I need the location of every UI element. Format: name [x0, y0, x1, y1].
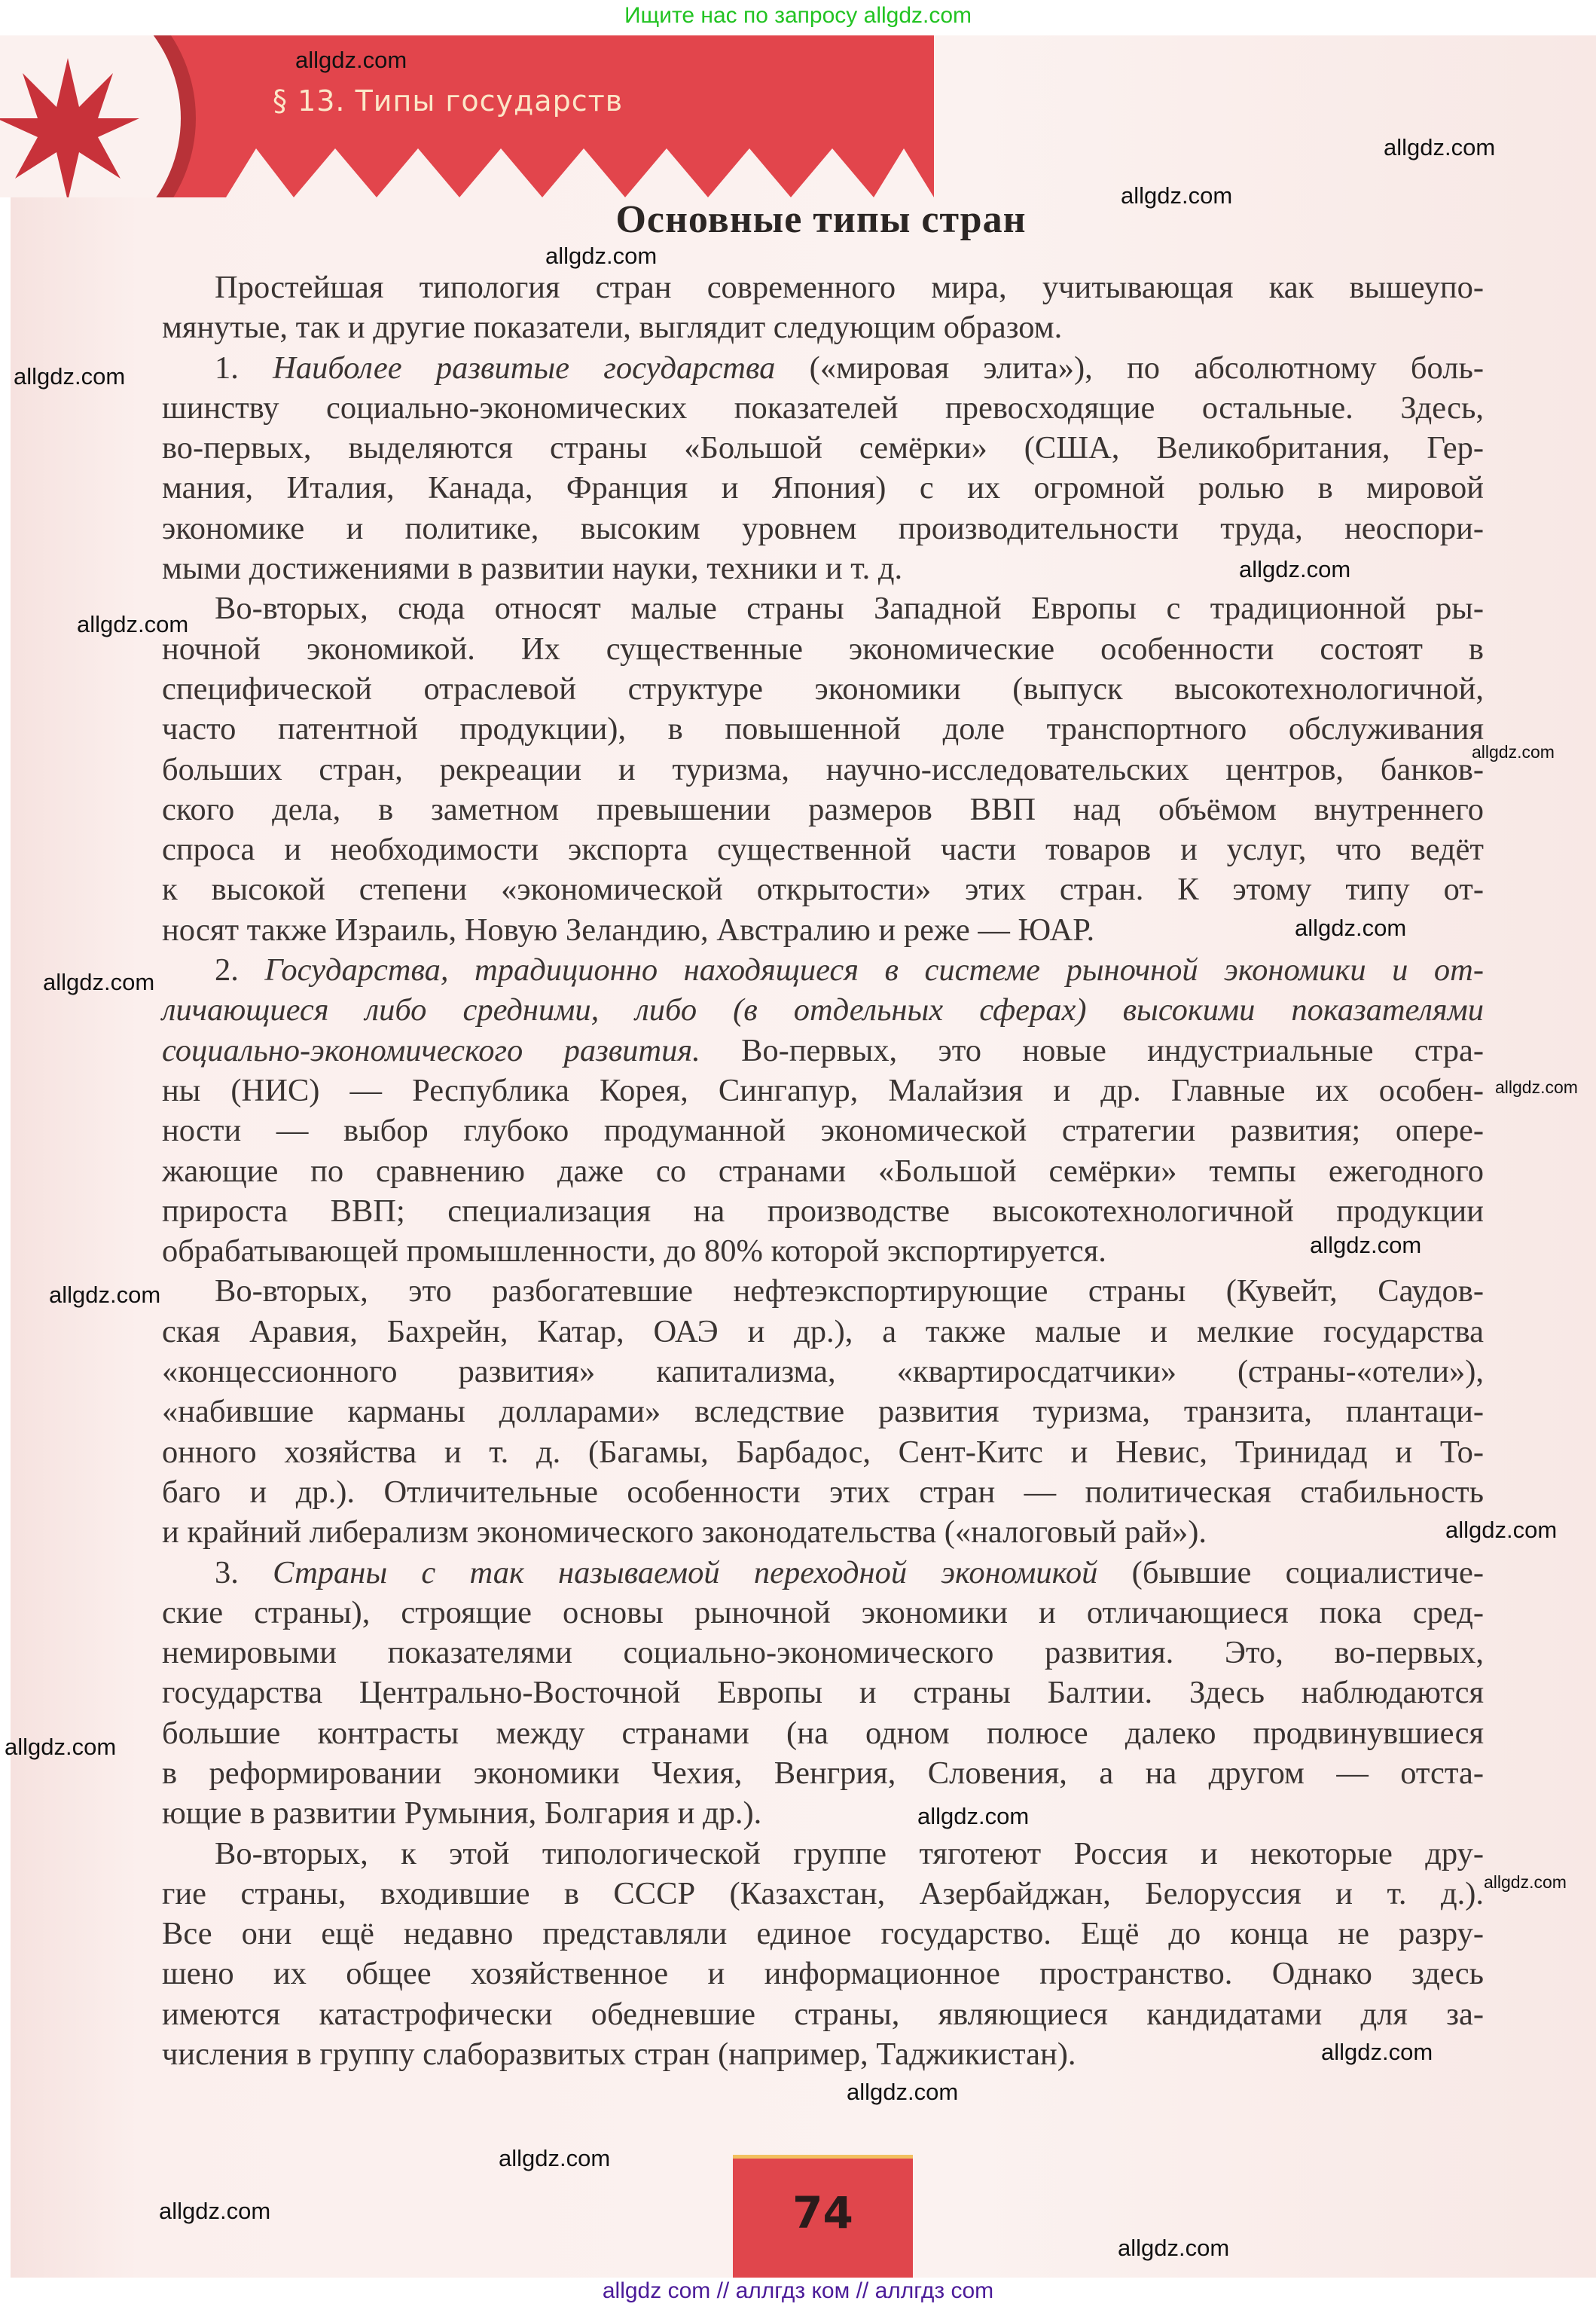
text-line — [162, 750, 1484, 790]
text-line — [162, 1151, 1484, 1191]
text-segment: больших стран, рекреации и туризма, научно-исследовательских центров, банков- — [162, 751, 1484, 787]
italic-text: Государства, традиционно находящиеся в системе рыночной экономики и от- — [264, 952, 1484, 988]
text-line — [162, 790, 1484, 830]
section-title: § 13. Типы государств — [273, 84, 624, 118]
text-segment: к высокой степени «экономической открытости» этих стран. К этому типу от- — [162, 872, 1484, 908]
bottom-notice: allgdz com // аллгдз ком // аллгдз com — [602, 2278, 994, 2303]
top-notice: Ищите нас по запросу allgdz.com — [624, 3, 972, 28]
italic-text: личающиеся либо средними, либо (в отдельных сферах) высокими показателями — [162, 992, 1484, 1028]
text-line — [162, 1031, 1484, 1071]
watermark: allgdz.com — [1484, 1872, 1567, 1892]
text-segment: ности — выбор глубоко продуманной экономической стратегии развития; опере- — [162, 1113, 1484, 1149]
watermark: allgdz.com — [499, 2145, 611, 2171]
page-heading: Основные типы стран — [615, 198, 1027, 241]
text-segment: жающие по сравнению даже со странами «Большой семёрки» темпы ежегодного — [162, 1153, 1484, 1189]
text-segment: ны (НИС) — Республика Корея, Сингапур, Малайзия и др. Главные их особен- — [162, 1072, 1484, 1108]
watermark: allgdz.com — [77, 611, 189, 637]
text-line — [162, 1834, 1484, 1874]
text-segment: («мировая элита»), по абсолютному боль- — [775, 350, 1484, 386]
text-line — [162, 709, 1484, 749]
text-line — [162, 588, 1484, 628]
italic-text: Страны с так называемой переходной экономикой — [273, 1554, 1098, 1590]
text-line — [162, 1312, 1484, 1352]
text-segment: экономике и политике, высоким уровнем производительности труда, неоспори- — [162, 510, 1484, 546]
text-line — [162, 1713, 1484, 1753]
watermark: allgdz.com — [1295, 915, 1407, 941]
text-segment: числения в группу слаборазвитых стран (например, Таджикистан). — [162, 2036, 1076, 2073]
text-line — [162, 1352, 1484, 1392]
text-segment: Все они ещё недавно представляли единое государство. Ещё до конца не разру- — [162, 1916, 1484, 1952]
text-line — [162, 830, 1484, 869]
text-segment: 1. — [215, 350, 273, 386]
text-segment: (бывшие социалистиче- — [1097, 1554, 1484, 1590]
text-segment: во-первых, выделяются страны «Большой семёрки» (США, Великобритания, Гер- — [162, 430, 1484, 466]
text-segment: Во-вторых, сюда относят малые страны Западной Европы с традиционной ры- — [215, 591, 1484, 627]
watermark: allgdz.com — [1384, 134, 1496, 160]
watermark: allgdz.com — [1118, 2235, 1230, 2261]
text-line — [162, 1793, 1484, 1833]
text-segment: немировыми показателями социально-экономического развития. Это, во-первых, — [162, 1635, 1484, 1671]
text-segment: ночной экономикой. Их существенные экономические особенности состоят в — [162, 631, 1484, 667]
text-line — [162, 1633, 1484, 1673]
watermark: allgdz.com — [1445, 1517, 1558, 1543]
text-line — [162, 307, 1484, 347]
watermark: allgdz.com — [14, 363, 126, 390]
text-segment: ющие в развитии Румыния, Болгария и др.). — [162, 1795, 762, 1832]
text-line — [162, 869, 1484, 909]
text-line — [162, 1231, 1484, 1271]
text-line — [162, 1673, 1484, 1713]
text-segment: Во-вторых, к этой типологической группе тяготеют Россия и некоторые дру- — [215, 1835, 1484, 1871]
text-line — [162, 1392, 1484, 1431]
text-line — [162, 468, 1484, 508]
text-line — [162, 990, 1484, 1030]
watermark: allgdz.com — [49, 1282, 161, 1308]
text-line — [162, 1954, 1484, 1994]
watermark: allgdz.com — [1239, 556, 1351, 582]
text-line — [162, 1111, 1484, 1150]
watermark: allgdz.com — [1472, 742, 1555, 762]
text-line — [162, 1914, 1484, 1954]
watermark: allgdz.com — [545, 243, 658, 269]
text-line — [162, 2034, 1484, 2074]
watermark: allgdz.com — [295, 47, 407, 73]
watermark: allgdz.com — [1321, 2039, 1433, 2065]
text-segment: шинству социально-экономических показателей превосходящие остальные. Здесь, — [162, 390, 1484, 426]
text-segment: имеются катастрофически обедневшие страны, являющиеся кандидатами для за- — [162, 1996, 1484, 2032]
text-line — [162, 669, 1484, 709]
text-segment: спроса и необходимости экспорта существенной части товаров и услуг, что ведёт — [162, 832, 1484, 868]
text-line — [162, 1874, 1484, 1914]
text-segment: ские страны), строящие основы рыночной экономики и отличающиеся пока сред- — [162, 1594, 1484, 1630]
text-line — [162, 1271, 1484, 1311]
text-segment: Простейшая типология стран современного мира, учитывающая как вышеупо- — [215, 270, 1484, 305]
watermark: allgdz.com — [159, 2198, 271, 2224]
text-segment: большие контрасты между странами (на одном полюсе далеко продвинувшиеся — [162, 1715, 1484, 1751]
text-segment: 2. — [215, 952, 265, 988]
text-segment: прироста ВВП; специализация на производстве высокотехнологичной продукции — [162, 1193, 1484, 1229]
text-line — [162, 428, 1484, 468]
text-line — [162, 1472, 1484, 1512]
text-segment: и крайний либерализм экономического законодательства («налоговый рай»). — [162, 1514, 1207, 1551]
italic-text: социально-экономического развития. — [162, 1032, 700, 1068]
text-line — [162, 1593, 1484, 1633]
text-line — [162, 910, 1484, 950]
text-line — [162, 629, 1484, 669]
text-segment: гие страны, входившие в СССР (Казахстан, Азербайджан, Белоруссия и т. д.). — [162, 1875, 1484, 1911]
text-segment: «концессионного развития» капитализма, «квартиросдатчики» (страны-«отели»), — [162, 1354, 1484, 1390]
text-line — [162, 509, 1484, 548]
italic-text: Наиболее развитые государства — [273, 350, 776, 386]
text-segment: Во-первых, это новые индустриальные стра- — [700, 1032, 1484, 1068]
text-segment: онного хозяйства и т. д. (Багамы, Барбадос, Сент-Китс и Невис, Тринидад и То- — [162, 1434, 1484, 1470]
watermark: allgdz.com — [5, 1734, 117, 1760]
watermark: allgdz.com — [847, 2079, 959, 2105]
text-line — [162, 1191, 1484, 1231]
text-segment: баго и др.). Отличительные особенности этих стран — политическая стабильность — [162, 1474, 1484, 1510]
text-segment: 3. — [215, 1554, 273, 1590]
watermark: allgdz.com — [917, 1803, 1030, 1829]
text-line — [162, 1432, 1484, 1472]
text-line — [162, 1071, 1484, 1111]
text-segment: носят также Израиль, Новую Зеландию, Австралию и реже — ЮАР. — [162, 912, 1095, 948]
watermark: allgdz.com — [1310, 1232, 1422, 1258]
text-line — [162, 388, 1484, 428]
text-line — [162, 267, 1484, 307]
text-segment: специфической отраслевой структуре экономики (выпуск высокотехнологичной, — [162, 671, 1484, 707]
text-segment: ская Аравия, Бахрейн, Катар, ОАЭ и др.), а также малые и мелкие государства — [162, 1313, 1484, 1349]
page-number: 74 — [792, 2187, 853, 2238]
watermark: allgdz.com — [1121, 182, 1233, 209]
text-line — [162, 1512, 1484, 1552]
text-segment: в реформировании экономики Чехия, Венгрия, Словения, а на другом — отста- — [162, 1755, 1484, 1791]
text-segment: «набившие карманы долларами» вследствие развития туризма, транзита, плантаци- — [162, 1394, 1484, 1430]
text-line — [162, 1753, 1484, 1793]
text-line — [162, 1553, 1484, 1593]
watermark: allgdz.com — [1495, 1077, 1578, 1097]
text-segment: государства Центрально-Восточной Европы и страны Балтии. Здесь наблюдаются — [162, 1675, 1484, 1711]
page-number-box — [733, 2155, 913, 2278]
text-line — [162, 348, 1484, 388]
text-segment: мания, Италия, Канада, Франция и Япония) с их огромной ролью в мировой — [162, 470, 1484, 506]
text-segment: обрабатывающей промышленности, до 80% которой экспортируется. — [162, 1233, 1106, 1270]
text-segment: шено их общее хозяйственное и информационное пространство. Однако здесь — [162, 1956, 1484, 1992]
body-text — [162, 267, 1484, 2074]
text-segment: мыми достижениями в развитии науки, техники и т. д. — [162, 551, 903, 587]
text-line — [162, 950, 1484, 990]
text-segment: ского дела, в заметном превышении размеров ВВП над объёмом внутреннего — [162, 791, 1484, 827]
text-segment: часто патентной продукции), в повышенной доле транспортного обслуживания — [162, 711, 1484, 747]
text-segment: мянутые, так и другие показатели, выглядит следующим образом. — [162, 310, 1063, 346]
text-segment: Во-вторых, это разбогатевшие нефтеэкспортирующие страны (Кувейт, Саудов- — [215, 1273, 1484, 1309]
watermark: allgdz.com — [43, 969, 155, 995]
text-line — [162, 1994, 1484, 2034]
